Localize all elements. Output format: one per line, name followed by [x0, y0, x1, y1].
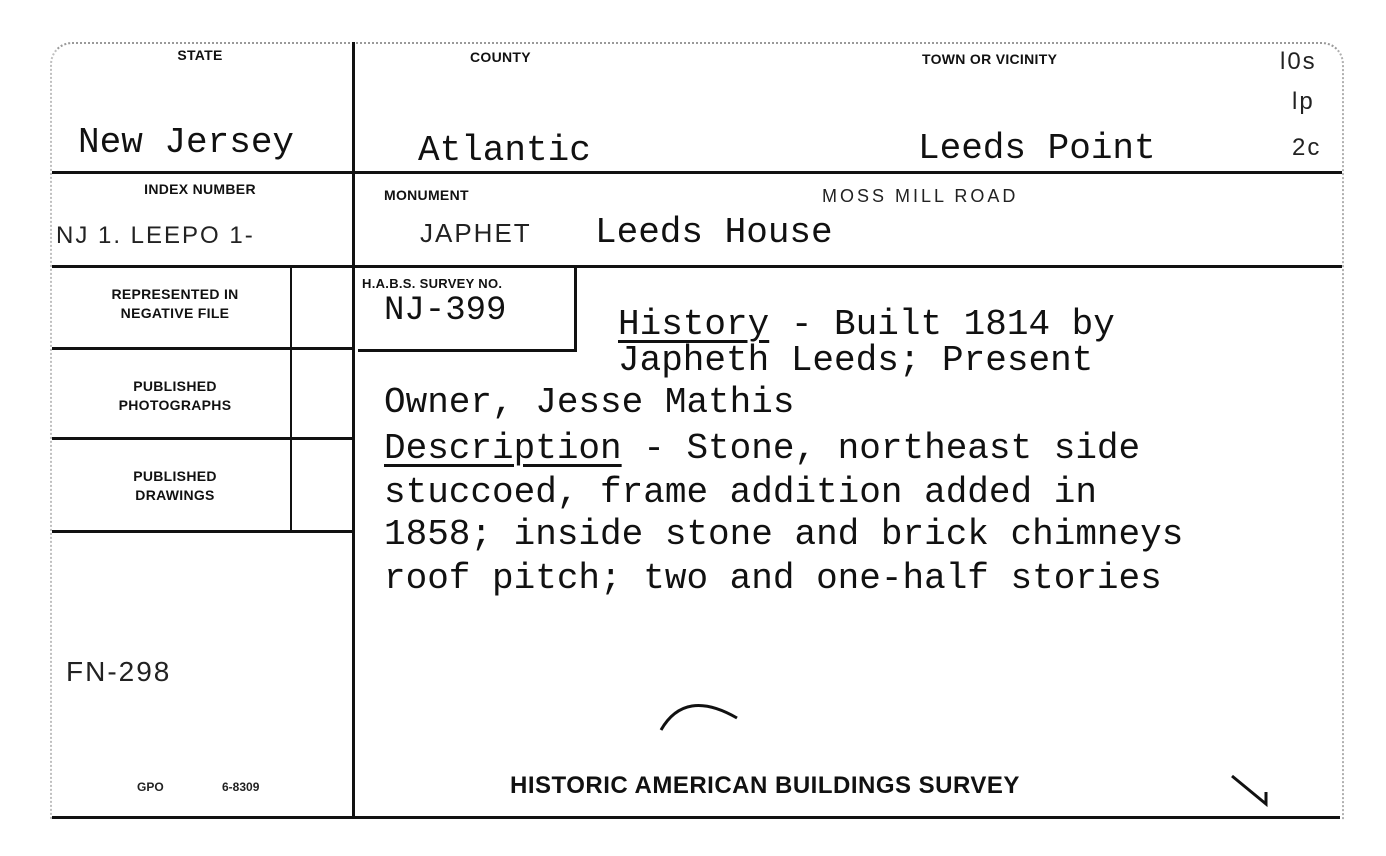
county-label: COUNTY — [470, 49, 531, 65]
monument-value-handwritten: JAPHET — [420, 218, 532, 248]
state-label: STATE — [177, 47, 223, 63]
history-line-1-rest: - Built 1814 by — [769, 304, 1115, 345]
survey-number-label: H.A.B.S. SURVEY NO. — [362, 276, 503, 291]
left-cell-divider-1 — [52, 347, 354, 350]
bottom-border — [52, 816, 1340, 819]
monument-value-typed: Leeds House — [595, 212, 833, 253]
history-line-2: Japheth Leeds; Present — [618, 340, 1094, 381]
arc-mark-icon — [655, 690, 745, 740]
header-row-divider — [52, 171, 1342, 174]
margin-note-3: 2c — [1292, 134, 1322, 161]
monument-annotation: MOSS MILL ROAD — [822, 186, 1019, 206]
negative-file-label-line1: REPRESENTED IN — [111, 286, 239, 302]
description-heading: Description — [384, 428, 622, 469]
history-heading: History — [618, 304, 770, 345]
file-number: FN-298 — [66, 656, 172, 687]
left-cell-divider-2 — [52, 437, 354, 440]
description-line-4: roof pitch; two and one-half stories — [384, 558, 1162, 599]
negative-file-label-line2: NEGATIVE FILE — [120, 305, 230, 321]
footer-title: HISTORIC AMERICAN BUILDINGS SURVEY — [510, 772, 1020, 799]
margin-note-2: lp — [1292, 88, 1315, 115]
monument-label: MONUMENT — [384, 187, 469, 203]
description-line-2: stuccoed, frame addition added in — [384, 472, 1097, 513]
description-line-1 — [384, 428, 1140, 470]
published-drawings-label — [60, 467, 290, 505]
town-value: Leeds Point — [918, 128, 1156, 169]
index-number-label: INDEX NUMBER — [144, 181, 256, 197]
left-cell-inner-divider — [290, 265, 292, 533]
published-drawings-label-line2: DRAWINGS — [135, 487, 215, 503]
published-photographs-label-line2: PHOTOGRAPHS — [118, 397, 232, 413]
index-number-value: NJ 1. LEEPO 1- — [56, 222, 255, 249]
published-photographs-label — [60, 377, 290, 415]
gpo-code: 6-8309 — [222, 780, 260, 794]
main-vertical-divider — [352, 42, 355, 816]
published-photographs-label-line1: PUBLISHED — [133, 378, 217, 394]
description-line-1-rest: - Stone, northeast side — [621, 428, 1141, 469]
published-drawings-label-line1: PUBLISHED — [133, 468, 217, 484]
survey-number-value: NJ-399 — [384, 292, 507, 330]
county-value: Atlantic — [418, 130, 591, 171]
left-cell-divider-3 — [52, 530, 354, 533]
margin-note-1: l0s — [1280, 48, 1317, 75]
gpo-mark: GPO — [137, 780, 164, 794]
town-label: TOWN OR VICINITY — [922, 51, 1058, 67]
check-mark-icon — [1228, 772, 1278, 812]
description-line-3: 1858; inside stone and brick chimneys — [384, 514, 1184, 555]
state-value: New Jersey — [78, 122, 295, 163]
negative-file-label — [60, 285, 290, 323]
monument-row-divider — [52, 265, 1342, 268]
history-line-3: Owner, Jesse Mathis — [384, 382, 795, 423]
